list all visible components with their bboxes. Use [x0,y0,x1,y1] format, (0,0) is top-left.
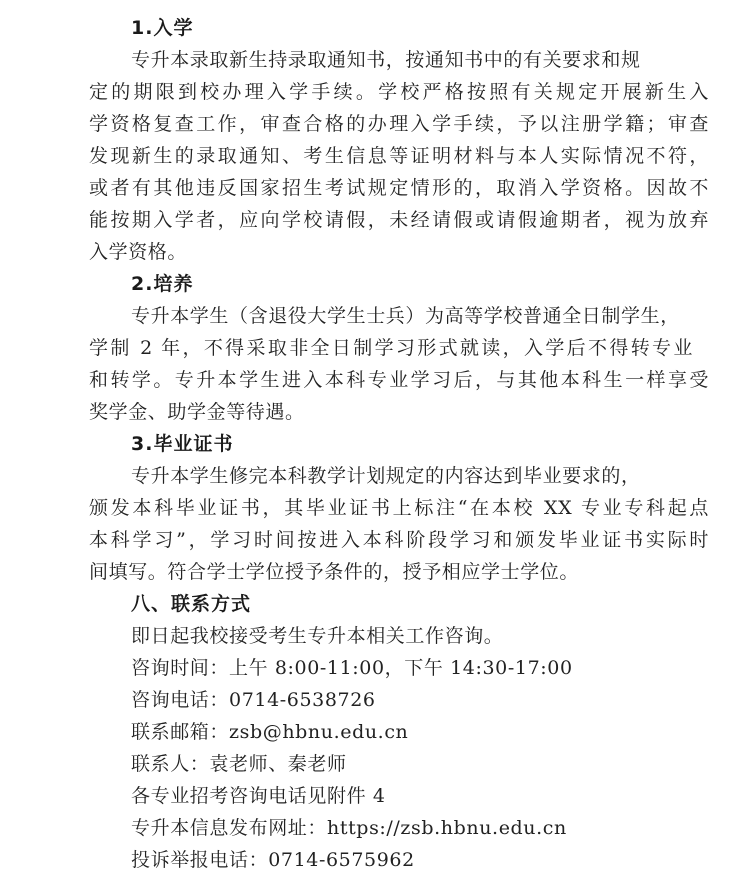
contact-email: 联系邮箱：zsb@hbnu.edu.cn [131,721,409,743]
paragraph-line: 入学资格。 [89,241,188,263]
contact-website: 专升本信息发布网址：https://zsb.hbnu.edu.cn [131,817,567,839]
paragraph-line: 专升本录取新生持录取通知书，按通知书中的有关要求和规 [131,49,641,71]
paragraph-line: 学资格复查工作，审查合格的办理入学手续，予以注册学籍；审查 [89,113,709,135]
paragraph-line: 间填写。符合学士学位授予条件的，授予相应学士学位。 [89,561,580,583]
paragraph-line: 专升本学生修完本科教学计划规定的内容达到毕业要求的， [131,465,641,487]
paragraph-line: 颁发本科毕业证书，其毕业证书上标注“在本校 XX 专业专科起点 [89,497,709,519]
contact-persons: 联系人：袁老师、秦老师 [131,753,347,775]
section-heading-training: 2.培养 [131,273,194,295]
contact-attachment-note: 各专业招考咨询电话见附件 4 [131,785,386,807]
paragraph-line: 和转学。专升本学生进入本科专业学习后，与其他本科生一样享受 [89,369,709,391]
paragraph-line: 本科学习”，学习时间按进入本科阶段学习和颁发毕业证书实际时 [89,529,709,551]
paragraph-line: 奖学金、助学金等待遇。 [89,401,305,423]
contact-hours: 咨询时间：上午 8:00-11:00，下午 14:30-17:00 [131,657,573,679]
contact-intro: 即日起我校接受考生专升本相关工作咨询。 [131,625,504,647]
section-heading-contact: 八、联系方式 [131,593,252,615]
paragraph-line: 专升本学生（含退役大学生士兵）为高等学校普通全日制学生， [131,305,680,327]
section-heading-certificate: 3.毕业证书 [131,433,234,455]
paragraph-line: 定的期限到校办理入学手续。学校严格按照有关规定开展新生入 [89,81,709,103]
paragraph-line: 学制 2 年，不得采取非全日制学习形式就读，入学后不得转专业 [89,337,693,359]
paragraph-line: 或者有其他违反国家招生考试规定情形的，取消入学资格。因故不 [89,177,709,199]
paragraph-line: 发现新生的录取通知、考生信息等证明材料与本人实际情况不符， [89,145,709,167]
section-heading-enroll: 1.入学 [131,17,194,39]
contact-complaint-phone: 投诉举报电话：0714-6575962 [131,849,415,871]
paragraph-line: 能按期入学者，应向学校请假，未经请假或请假逾期者，视为放弃 [89,209,709,231]
contact-phone: 咨询电话：0714-6538726 [131,689,376,711]
